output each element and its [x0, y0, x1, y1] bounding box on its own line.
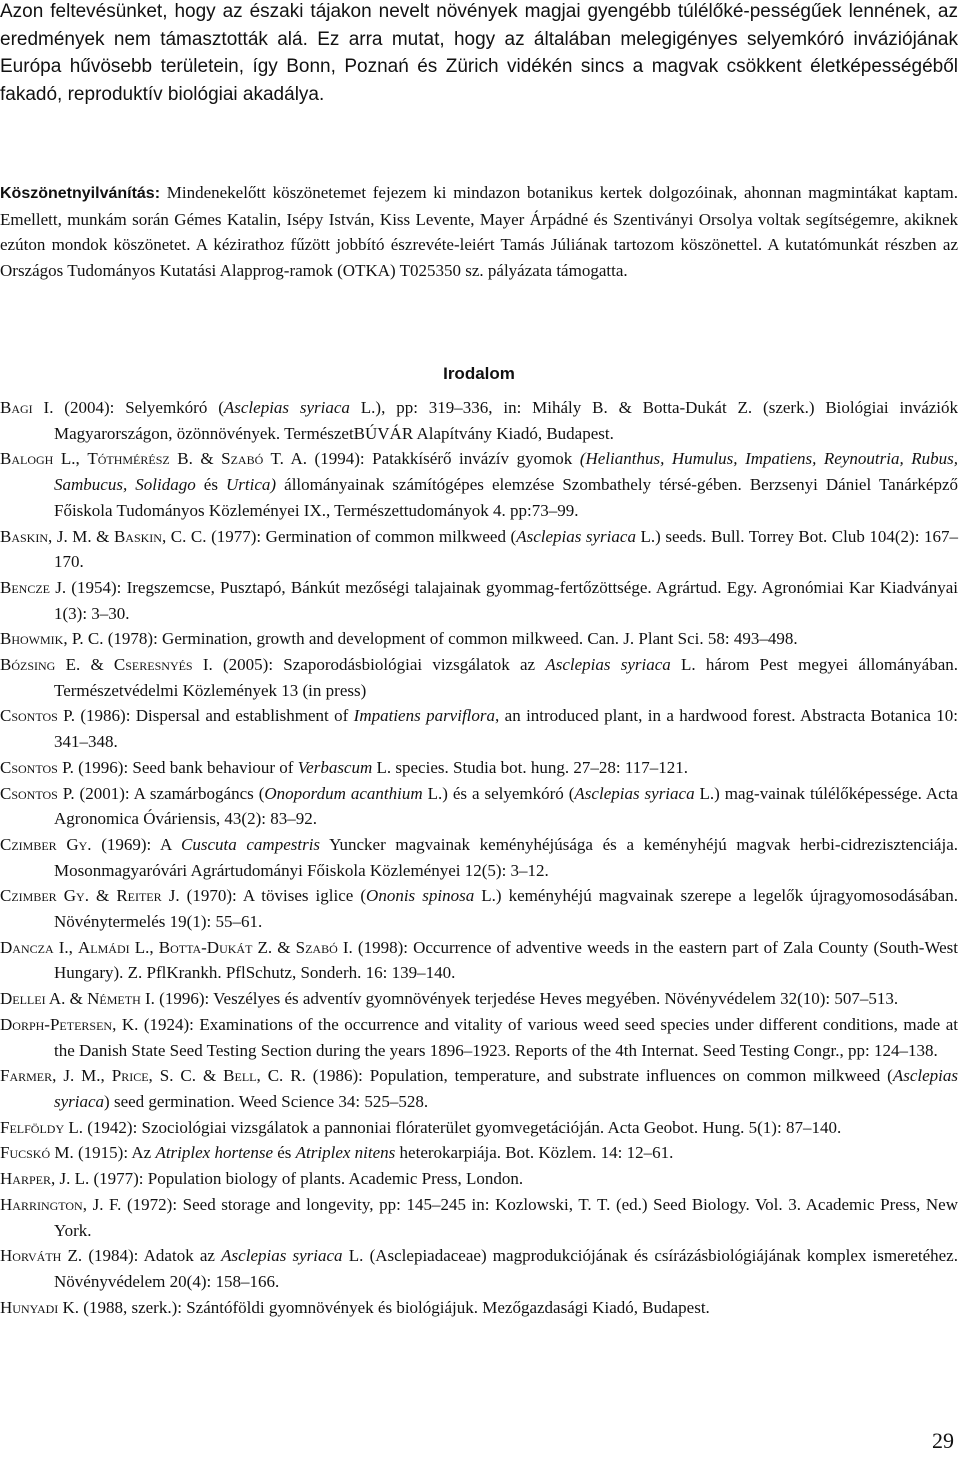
- references-heading: Irodalom: [443, 364, 515, 383]
- reference-text: L.) és a selyemkóró (: [422, 783, 575, 803]
- reference-text: B. &: [169, 449, 222, 469]
- reference-author: Szabó: [295, 937, 338, 957]
- reference-author: Harrington: [0, 1194, 83, 1214]
- reference-author: Baskin: [113, 526, 162, 546]
- reference-text: L. három Pest megyei állományában. Természetvédelmi Közlemények 13 (in press): [54, 655, 958, 700]
- reference-text: . &: [84, 886, 117, 906]
- reference-text: , J. M.,: [52, 1066, 112, 1086]
- reference-text: I. (1998): Occurrence of adventive weeds in the eastern part of Zala County (South-West Hungary). Z. PflKrankh. PflSchutz, Sonderh. 16: 139–140.: [54, 937, 959, 983]
- reference-entry: [0, 1012, 958, 1063]
- reference-text: . (1969): A: [87, 834, 181, 854]
- reference-italic-text: Atriplex hortense: [155, 1143, 273, 1163]
- reference-text: , J. F. (1972): Seed storage and longevity, pp: 145–245 in: Kozlowski, T. T. (ed.) Seed Biology. Vol. 3. Academic Press, New York.: [54, 1194, 958, 1240]
- reference-author: Harper: [0, 1169, 51, 1189]
- reference-author: Dorph-Petersen: [0, 1014, 113, 1034]
- reference-text: , J. M. &: [48, 526, 114, 546]
- reference-text: , C. R. (1986): Population, temperature, and substrate influences on common milkweed (: [256, 1066, 893, 1086]
- reference-entry: [0, 986, 958, 1012]
- reference-author: Czimber Gy: [0, 886, 85, 906]
- reference-author: Botta-Dukát: [158, 937, 253, 957]
- reference-author: Felföldy: [0, 1117, 65, 1137]
- reference-author: Csontos: [0, 706, 58, 726]
- reference-text: Z. &: [252, 937, 296, 957]
- reference-author: Tóthmérész: [87, 449, 170, 469]
- page-number: 29: [932, 1428, 954, 1453]
- reference-entry: [0, 703, 958, 754]
- reference-text: K. (1988, szerk.): Szántóföldi gyomnövények és biológiájuk. Mezőgazdasági Kiadó, Budapest.: [58, 1297, 710, 1317]
- reference-text: L.), pp: 319–336, in: Mihály B. & Botta-Dukát Z. (szerk.) Biológiai inváziók Magyarországon, özönnövények. TermészetBÚVÁR Alapítvány Kiadó, Budapest.: [54, 398, 959, 443]
- reference-text: heterokarpiája. Bot. Közlem. 14: 12–61.: [395, 1143, 674, 1163]
- reference-text: P. (1986): Dispersal and establishment of: [57, 706, 354, 726]
- reference-entry: [0, 781, 958, 832]
- reference-entry: [0, 755, 958, 781]
- reference-text: és: [195, 475, 227, 495]
- reference-author: Dancza: [0, 937, 54, 957]
- reference-entry: [0, 626, 958, 652]
- reference-text: , an introduced plant, in a hardwood forest. Abstracta Botanica 10: 341–348.: [54, 706, 958, 752]
- reference-author: Dellei: [0, 989, 46, 1009]
- reference-text: , K. (1924): Examinations of the occurrence and vitality of various weed seed species under different conditions, made at the Danish State Seed Testing Section during the years 1896–1923. Reports of the 4th Internat. Seed Testing Congr., pp: 124–138.: [54, 1014, 958, 1060]
- reference-author: Cseresnyés: [113, 655, 193, 675]
- reference-author: Bózsing: [0, 655, 56, 675]
- acknowledgement-paragraph: [0, 180, 958, 283]
- reference-text: , J. L. (1977): Population biology of plants. Academic Press, London.: [50, 1169, 524, 1189]
- reference-text: ) seed germination. Weed Science 34: 525–528.: [104, 1091, 429, 1111]
- reference-entry: [0, 1243, 958, 1294]
- reference-text: L.,: [53, 449, 88, 469]
- reference-entry: [0, 935, 958, 986]
- reference-italic-text: Verbascum: [297, 757, 373, 777]
- reference-text: I. (2004): Selyemkóró (: [32, 398, 224, 417]
- reference-author: Horváth: [0, 1246, 62, 1266]
- reference-text: Yuncker magvainak keményhéjúsága és a keményhéjú magvak herbi-cidrezisztenciája. Mosonmagyaróvári Agrártudományi Főiskola Közleményei 12(5): 3–12.: [54, 834, 958, 880]
- reference-author: Almádi: [78, 937, 130, 957]
- reference-text: és: [273, 1143, 296, 1163]
- reference-text: P. (2001): A szamárbogáncs (: [57, 783, 265, 803]
- reference-italic-text: Atriplex nitens: [295, 1143, 396, 1163]
- reference-author: Baskin: [0, 526, 49, 546]
- reference-italic-text: Onopordum acanthium: [264, 783, 423, 803]
- reference-entry: [0, 1115, 958, 1141]
- reference-italic-text: Asclepias syriaca: [516, 526, 636, 546]
- reference-author: Reiter: [116, 886, 162, 906]
- reference-author: Czimber Gy: [0, 834, 88, 854]
- reference-italic-text: (Helianthus, Humulus, Impatiens, Reynoutria, Rubus, Sambucus, Solidago: [54, 449, 958, 495]
- reference-italic-text: Ononis spinosa: [366, 886, 475, 906]
- acknowledgement-label: Köszönetnyilvánítás:: [0, 185, 161, 202]
- reference-text: L.) mag-vainak túlélőképessége. Acta Agronomica Óváriensis, 43(2): 83–92.: [54, 783, 958, 829]
- reference-entry: [0, 832, 958, 883]
- reference-italic-text: Asclepias syriaca: [221, 1246, 343, 1266]
- reference-text: L. (1942): Szociológiai vizsgálatok a pannoniai flóraterület gyomvegetációján. Acta Geobot. Hung. 5(1): 87–140.: [64, 1117, 842, 1137]
- reference-entry: [0, 652, 958, 703]
- reference-text: L. species. Studia bot. hung. 27–28: 117–121.: [372, 757, 689, 777]
- reference-author: Hunyadi: [0, 1297, 59, 1317]
- reference-text: , S. C. &: [148, 1066, 224, 1086]
- reference-text: I. (2005): Szaporodásbiológiai vizsgálatok az: [192, 655, 546, 675]
- reference-italic-text: Asclepias syriaca: [223, 398, 350, 417]
- reference-text: J. (1970): A tövises iglice (: [161, 886, 367, 906]
- acknowledgement-text: Mindenekelőtt köszönetemet fejezem ki mindazon botanikus kertek dolgozóinak, ahonnan magmintákat kaptam. Emellett, munkám során Gémes Katalin, Isépy István, Kiss Levente, Mayer Árpádné és Szentiványi Orsolya voltak segítségemre, akiknek ezúton mondok köszönetet. A kézirathoz fűzött jobbító észrevéte-leiért Tamás Júliának tartozom köszönettel. A kutatómunkát részben az Országos Tudományos Kutatási Alapprog-ramok (OTKA) T025350 sz. pályázata támogatta.: [0, 183, 958, 280]
- reference-text: J. (1954): Iregszemcse, Pusztapó, Bánkút mezőségi talajainak gyommag-fertőzöttsége. Agrártud. Egy. Agronómiai Kar Kiadványai 1(3): 3–30.: [50, 577, 958, 623]
- reference-italic-text: Asclepias syriaca: [545, 655, 671, 675]
- reference-entry: [0, 1140, 958, 1166]
- reference-text: L.) seeds. Bull. Torrey Bot. Club 104(2): 167–170.: [54, 526, 958, 572]
- reference-entry: [0, 1295, 958, 1321]
- reference-entry: [0, 524, 958, 575]
- reference-author: Bagi: [0, 398, 33, 417]
- reference-text: , C. C. (1977): Germination of common milkweed (: [161, 526, 517, 546]
- reference-text: állományainak számítógépes elemzése Szombathely térsé-gében. Berzsenyi Dániel Tanárképző Főiskola Tudományos Közleményei IX., Természettudományok 4. pp:73–99.: [54, 475, 958, 520]
- reference-italic-text: Impatiens parviflora: [353, 706, 496, 726]
- reference-text: T. A. (1994): Patakkísérő invázív gyomok: [263, 449, 580, 469]
- reference-italic-text: Asclepias syriaca: [54, 1066, 958, 1111]
- reference-author: Bhowmik: [0, 629, 64, 649]
- reference-entry: [0, 1192, 958, 1243]
- reference-text: L.,: [129, 937, 159, 957]
- reference-author: Csontos: [0, 783, 58, 803]
- reference-author: Németh: [87, 989, 141, 1009]
- reference-text: Z. (1984): Adatok az: [61, 1246, 222, 1266]
- reference-author: Bencze: [0, 577, 50, 597]
- reference-text: I. (1996): Veszélyes és adventív gyomnövények terjedése Heves megyében. Növényvédelem 32(10): 507–513.: [140, 989, 899, 1009]
- reference-author: Balogh: [0, 449, 54, 469]
- reference-entry: [0, 446, 958, 523]
- reference-text: I.,: [53, 937, 79, 957]
- reference-entry: [0, 395, 958, 446]
- reference-text: , P. C. (1978): Germination, growth and development of common milkweed. Can. J. Plant Sci. 58: 493–498.: [63, 629, 798, 649]
- reference-author: Fucskó: [0, 1143, 51, 1163]
- reference-text: A. &: [45, 989, 88, 1009]
- reference-italic-text: Urtica): [226, 475, 277, 495]
- reference-author: Farmer: [0, 1066, 53, 1086]
- reference-entry: [0, 1166, 958, 1192]
- reference-text: E. &: [55, 655, 114, 675]
- reference-author: Price: [111, 1066, 149, 1086]
- reference-author: Szabó: [221, 449, 264, 469]
- reference-text: M. (1915): Az: [50, 1143, 156, 1163]
- reference-text: L.) keményhéjú magvainak szerepe a legelők újragyomosodásában. Növénytermelés 19(1): 55–61.: [54, 886, 958, 932]
- reference-text: L. (Asclepiadaceae) magprodukciójának és csírázásbiológiájának komplex ismeretéhez. Növényvédelem 20(4): 158–166.: [54, 1246, 958, 1291]
- reference-entry: [0, 1063, 958, 1114]
- reference-author: Bell: [223, 1066, 257, 1086]
- reference-entry: [0, 883, 958, 934]
- reference-text: P. (1996): Seed bank behaviour of: [57, 757, 298, 777]
- reference-entry: [0, 575, 958, 626]
- reference-italic-text: Asclepias syriaca: [574, 783, 695, 803]
- references-list: [0, 395, 958, 1320]
- intro-paragraph: Azon feltevésünket, hogy az északi tájakon nevelt növények magjai gyengébb túlélőké-pességűek lennének, az eredmények nem támasztották alá. Ez arra mutat, hogy az általában melegigényes selyemkóró inváziójának Európa hűvösebb területein, így Bonn, Poznań és Zürich vidékén sincs a magvak csökkent életképességéből fakadó, reproduktív biológiai akadálya.: [0, 1, 958, 105]
- reference-italic-text: Cuscuta campestris: [181, 834, 321, 854]
- reference-author: Csontos: [0, 757, 58, 777]
